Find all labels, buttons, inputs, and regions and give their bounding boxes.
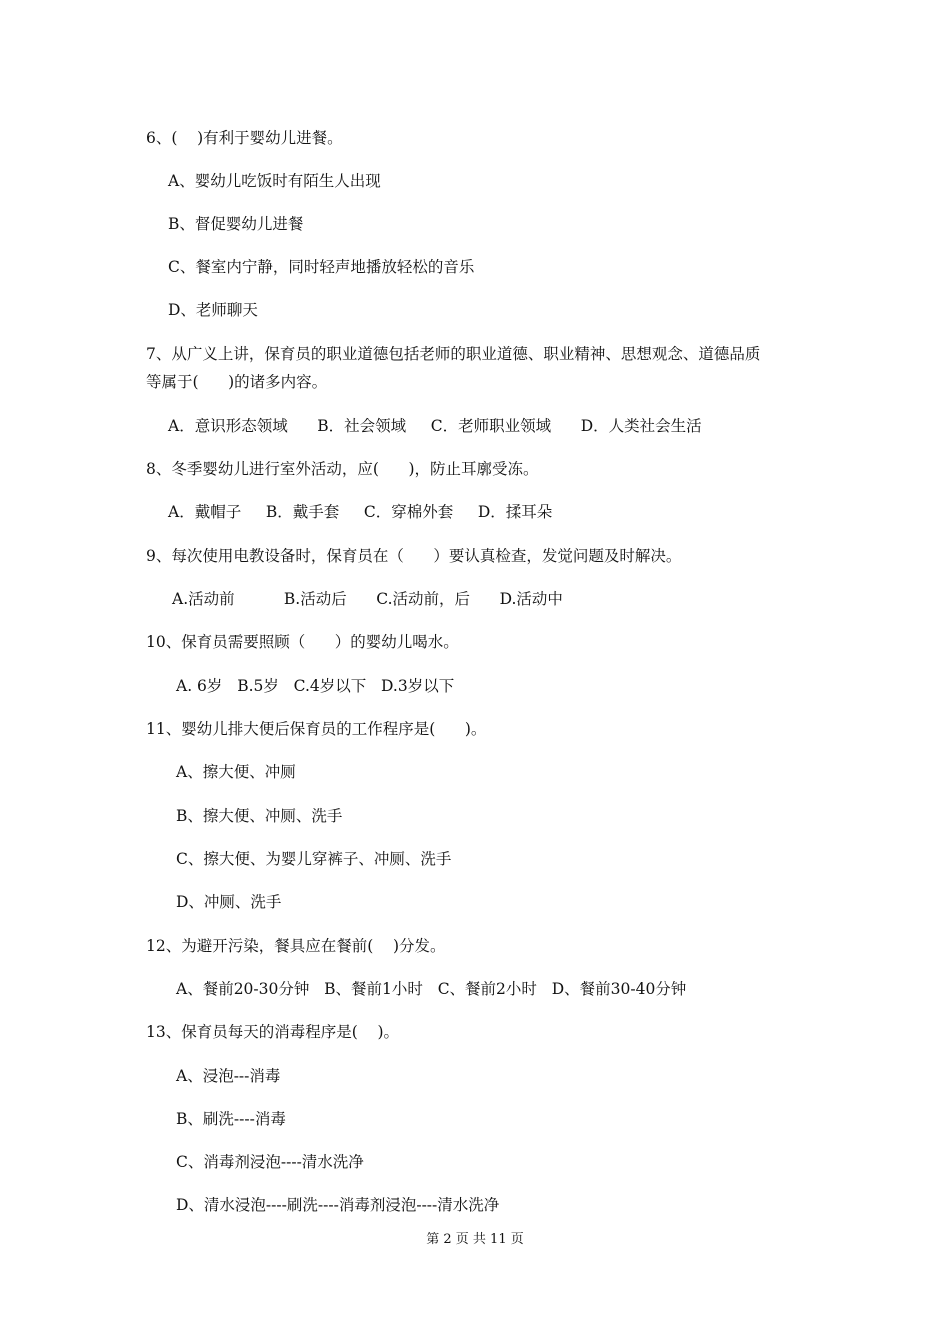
- question-6-stem: 6、( )有利于婴幼儿进餐。: [146, 129, 343, 147]
- question-11-option-b: B、擦大便、冲厕、洗手: [176, 807, 343, 825]
- question-11-option-c: C、擦大便、为婴儿穿裤子、冲厕、洗手: [176, 850, 452, 868]
- question-7-stem-continued: 等属于( )的诸多内容。: [146, 373, 328, 391]
- question-8-stem: 8、冬季婴幼儿进行室外活动，应( )，防止耳廓受冻。: [146, 460, 539, 478]
- question-10-stem: 10、保育员需要照顾（ ）的婴幼儿喝水。: [146, 633, 459, 651]
- question-13-option-d: D、清水浸泡----刷洗----消毒剂浸泡----清水洗净: [176, 1196, 500, 1214]
- question-11-stem: 11、婴幼儿排大便后保育员的工作程序是( )。: [146, 720, 487, 738]
- question-6-option-a: A、婴幼儿吃饭时有陌生人出现: [168, 172, 381, 190]
- question-6-option-b: B、督促婴幼儿进餐: [168, 215, 304, 233]
- question-11-option-d: D、冲厕、洗手: [176, 893, 282, 911]
- question-7-stem: 7、从广义上讲，保育员的职业道德包括老师的职业道德、职业精神、思想观念、道德品质: [146, 345, 761, 363]
- question-9-options: A.活动前 B.活动后 C.活动前，后 D.活动中: [172, 590, 563, 608]
- question-8-options: A．戴帽子 B．戴手套 C．穿棉外套 D．揉耳朵: [168, 503, 553, 521]
- question-11-option-a: A、擦大便、冲厕: [176, 763, 296, 781]
- question-6-option-c: C、餐室内宁静，同时轻声地播放轻松的音乐: [168, 258, 475, 276]
- question-9-stem: 9、每次使用电教设备时，保育员在（ ）要认真检查，发觉问题及时解决。: [146, 547, 682, 565]
- page-number-footer: 第 2 页 共 11 页: [426, 1232, 524, 1247]
- question-13-stem: 13、保育员每天的消毒程序是( )。: [146, 1023, 400, 1041]
- question-7-options: A．意识形态领域 B．社会领域 C．老师职业领域 D．人类社会生活: [168, 417, 702, 435]
- question-12-options: A、餐前20-30分钟 B、餐前1小时 C、餐前2小时 D、餐前30-40分钟: [176, 980, 687, 998]
- question-13-option-b: B、刷洗----消毒: [176, 1110, 286, 1128]
- question-6-option-d: D、老师聊天: [168, 301, 258, 319]
- question-13-option-c: C、消毒剂浸泡----清水洗净: [176, 1153, 364, 1171]
- question-12-stem: 12、为避开污染，餐具应在餐前( )分发。: [146, 937, 446, 955]
- question-13-option-a: A、浸泡---消毒: [176, 1067, 281, 1085]
- question-10-options: A. 6岁 B.5岁 C.4岁以下 D.3岁以下: [176, 677, 455, 695]
